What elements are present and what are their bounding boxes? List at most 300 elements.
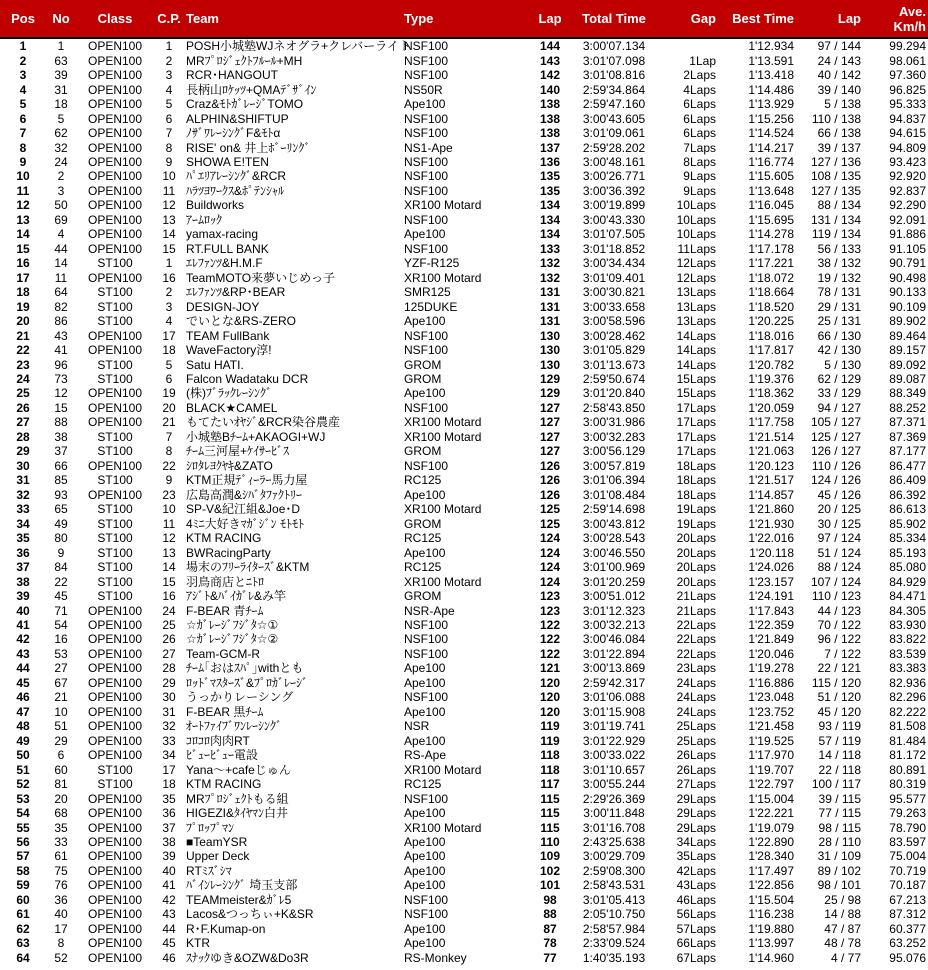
cell-average-speed: 70.719 [889,863,926,878]
table-row [0,155,928,169]
cell-team: DESIGN-JOY [186,299,260,314]
cell-lap: 122 [539,632,561,647]
table-row [0,97,928,111]
cell-total-time: 3:01'09.061 [582,126,646,141]
cell-type: NS50R [404,82,443,97]
cell-cp: 34 [162,748,176,763]
cell-team: SP-V&紀江組&Joe･D [186,502,301,517]
cell-cp: 46 [162,950,176,965]
cell-class: OPEN100 [87,154,143,169]
cell-team: ﾁｰﾑ三河屋+ｹｲｻｰﾋﾞｽ [186,444,290,459]
cell-average-speed: 84.305 [889,603,926,618]
cell-no: 50 [54,198,68,213]
cell-cp: 13 [162,212,176,227]
cell-best-lap: 39 / 140 [817,82,861,97]
cell-lap: 129 [539,372,561,387]
cell-average-speed: 91.886 [889,227,926,242]
cell-best-lap: 119 / 134 [811,227,861,242]
cell-class: ST100 [97,516,133,531]
table-row [0,372,928,386]
cell-class: OPEN100 [87,661,143,676]
cell-total-time: 3:01'13.673 [582,357,646,372]
cell-gap: 6Laps [683,111,716,126]
cell-team: Satu HATI. [186,357,244,372]
cell-lap: 127 [539,429,561,444]
cell-total-time: 3:01'08.484 [582,487,646,502]
cell-total-time: 2:59'28.202 [582,140,646,155]
cell-type: XR100 Motard [404,429,482,444]
cell-gap: 9Laps [683,183,716,198]
cell-gap: 66Laps [676,936,716,951]
cell-average-speed: 89.092 [889,357,926,372]
cell-team: POSH小城塾WJネオグラ+クレバーライト [186,39,411,54]
cell-pos: 37 [16,560,30,575]
cell-type: Ape100 [404,661,446,676]
cell-gap: 20Laps [676,531,716,546]
cell-team: Falcon Wadataku DCR [186,372,309,387]
cell-no: 51 [54,719,68,734]
cell-average-speed: 92.837 [889,183,926,198]
table-row [0,473,928,487]
cell-total-time: 3:01'22.929 [582,733,646,748]
cell-average-speed: 86.392 [889,487,926,502]
cell-cp: 40 [162,863,176,878]
cell-team: SHOWA E!TEN [186,154,269,169]
cell-best-lap: 44 / 123 [817,603,861,618]
cell-type: Ape100 [404,863,446,878]
cell-best-lap: 48 / 78 [824,936,861,951]
cell-type: SMR125 [404,285,451,300]
cell-class: OPEN100 [87,270,143,285]
cell-best-time: 1'21.930 [748,516,794,531]
cell-best-time: 1'13.648 [748,183,794,198]
cell-average-speed: 94.837 [889,111,926,126]
cell-cp: 30 [162,690,176,705]
results-body [0,38,928,965]
cell-best-lap: 126 / 127 [810,444,861,459]
cell-cp: 16 [162,589,176,604]
cell-total-time: 3:01'16.708 [582,820,646,835]
cell-pos: 46 [16,690,30,705]
cell-type: Ape100 [404,545,446,560]
cell-average-speed: 91.105 [889,241,926,256]
cell-team: ﾛｯﾄﾞﾏｽﾀｰｽﾞ&ﾌﾟﾛｶﾞﾚｰｼﾞ [186,675,309,690]
cell-pos: 36 [16,545,30,560]
cell-no: 20 [54,791,68,806]
cell-best-time: 1'23.752 [748,704,794,719]
cell-no: 93 [54,487,68,502]
cell-total-time: 2:58'57.984 [582,921,646,936]
cell-no: 24 [54,154,68,169]
cell-gap: 10Laps [676,227,716,242]
cell-lap: 131 [539,299,561,314]
cell-gap: 22Laps [676,646,716,661]
cell-best-lap: 110 / 138 [811,111,861,126]
cell-lap: 125 [539,516,561,531]
table-row [0,401,928,415]
table-row [0,242,928,256]
cell-gap: 34Laps [676,835,716,850]
cell-best-time: 1'14.217 [748,140,794,155]
cell-best-time: 1'13.591 [748,53,794,68]
cell-team: ☆ｶﾞﾚｰｼﾞﾌｼﾞﾀ☆② [186,632,279,647]
cell-cp: 22 [162,458,176,473]
cell-type: GROM [404,589,442,604]
cell-best-time: 1'20.123 [748,458,794,473]
cell-total-time: 3:01'19.741 [582,719,646,734]
cell-cp: 11 [162,183,176,198]
cell-total-time: 3:00'07.134 [582,39,646,54]
cell-class: OPEN100 [87,733,143,748]
cell-cp: 45 [162,936,176,951]
cell-type: GROM [404,516,442,531]
cell-average-speed: 87.371 [889,415,926,430]
cell-best-lap: 42 / 130 [817,343,861,358]
cell-no: 29 [54,733,68,748]
cell-class: OPEN100 [87,140,143,155]
cell-pos: 2 [19,53,27,68]
cell-pos: 1 [19,39,27,54]
table-row [0,38,928,53]
cell-best-time: 1'19.376 [748,372,794,387]
cell-total-time: 2:29'26.369 [582,791,646,806]
cell-best-time: 1'22.221 [748,806,794,821]
cell-lap: 117 [540,777,560,792]
cell-pos: 12 [16,198,30,213]
cell-total-time: 3:00'48.161 [582,154,646,169]
cell-no: 75 [54,863,68,878]
cell-average-speed: 90.109 [889,299,926,314]
table-row [0,574,928,588]
cell-average-speed: 87.369 [889,429,926,444]
cell-class: ST100 [97,574,133,589]
cell-gap: 15Laps [676,372,716,387]
cell-lap: 140 [539,82,561,97]
cell-cp: 12 [162,531,176,546]
cell-average-speed: 75.004 [889,849,926,864]
cell-best-lap: 66 / 130 [817,328,861,343]
cell-lap: 115 [540,791,560,806]
cell-no: 63 [54,53,68,68]
cell-team: 小城塾Bﾁｰﾑ+AKAOGI+WJ [186,429,326,444]
cell-class: OPEN100 [87,68,143,83]
cell-team: ☆ｶﾞﾚｰｼﾞﾌｼﾞﾀ☆① [186,617,279,632]
cell-gap: 20Laps [676,574,716,589]
cell-best-time: 1'12.934 [748,39,794,54]
cell-best-time: 1'18.072 [748,270,794,285]
cell-team: ALPHIN&SHIFTUP [186,111,289,126]
cell-pos: 11 [16,183,30,198]
cell-average-speed: 95.076 [889,950,926,965]
cell-average-speed: 85.334 [889,531,926,546]
cell-best-time: 1'19.079 [748,820,794,835]
cell-lap: 115 [540,820,560,835]
cell-cp: 14 [162,227,176,242]
cell-average-speed: 86.409 [889,473,926,488]
cell-class: ST100 [97,777,133,792]
cell-no: 16 [54,632,68,647]
cell-average-speed: 98.061 [889,53,926,68]
cell-total-time: 3:00'33.022 [582,748,646,763]
cell-class: OPEN100 [87,632,143,647]
cell-team: RT.FULL BANK [186,241,269,256]
cell-total-time: 3:00'46.084 [582,632,646,647]
cell-no: 52 [54,950,68,965]
cell-pos: 41 [16,617,30,632]
cell-gap: 26Laps [676,748,716,763]
cell-average-speed: 99.294 [889,39,926,54]
cell-team: yamax-racing [186,227,259,242]
cell-best-lap: 93 / 119 [818,719,861,734]
cell-pos: 52 [16,777,30,792]
cell-team: F-BEAR 黒ﾁｰﾑ [186,704,264,719]
cell-no: 9 [57,545,65,560]
cell-lap: 123 [539,603,561,618]
cell-pos: 43 [16,646,30,661]
cell-best-time: 1'15.695 [748,212,794,227]
table-row [0,951,928,965]
cell-average-speed: 82.222 [889,704,926,719]
cell-best-lap: 97 / 124 [817,531,861,546]
cell-best-time: 1'14.524 [748,126,794,141]
cell-gap: 18Laps [676,473,716,488]
cell-type: NSF100 [404,892,449,907]
cell-total-time: 3:00'28.543 [582,531,646,546]
table-row [0,734,928,748]
table-row [0,864,928,878]
cell-best-time: 1'13.929 [748,97,794,112]
cell-gap: 25Laps [676,719,716,734]
cell-cp: 32 [162,719,176,734]
cell-team: もてたいｵﾔｼﾞ&RCR染谷農産 [186,415,341,430]
cell-gap: 12Laps [676,270,716,285]
cell-best-lap: 88 / 134 [817,198,861,213]
cell-gap: 6Laps [683,126,716,141]
cell-type: NS1-Ape [404,140,453,155]
cell-gap: 24Laps [676,675,716,690]
cell-pos: 27 [16,415,30,430]
cell-gap: 2Laps [683,68,716,83]
cell-no: 8 [57,936,65,951]
cell-class: ST100 [97,560,133,575]
cell-best-time: 1'14.486 [748,82,794,97]
cell-lap: 132 [539,270,561,285]
cell-cp: 20 [162,400,176,415]
cell-average-speed: 97.360 [889,68,926,83]
cell-class: OPEN100 [87,169,143,184]
cell-pos: 35 [16,531,30,546]
cell-cp: 24 [162,603,176,618]
cell-best-time: 1'23.048 [748,690,794,705]
cell-gap: 57Laps [676,921,716,936]
cell-best-time: 1'17.843 [748,603,794,618]
table-row [0,705,928,719]
table-row [0,661,928,675]
cell-pos: 44 [16,661,30,676]
cell-cp: 44 [162,921,176,936]
cell-cp: 7 [165,429,173,444]
cell-team: ｱｼﾞﾄ&ﾊﾞｲｶﾞﾚ&み竿 [186,589,287,604]
cell-average-speed: 67.213 [889,892,926,907]
cell-total-time: 3:00'36.392 [582,183,646,198]
cell-best-lap: 30 / 125 [817,516,861,531]
cell-average-speed: 86.477 [889,458,926,473]
cell-total-time: 2:43'25.638 [582,835,646,850]
table-row [0,299,928,313]
cell-type: NSF100 [404,328,449,343]
cell-type: RC125 [404,531,442,546]
cell-total-time: 3:00'31.986 [582,415,646,430]
header-ave-label: Ave. [899,3,926,19]
cell-total-time: 3:00'51.012 [582,589,646,604]
cell-class: OPEN100 [87,849,143,864]
cell-average-speed: 95.577 [889,791,926,806]
cell-best-time: 1'17.178 [748,241,794,256]
cell-best-lap: 127 / 135 [810,183,861,198]
cell-best-time: 1'24.026 [748,560,794,575]
cell-class: OPEN100 [87,39,143,54]
cell-pos: 9 [19,154,27,169]
cell-average-speed: 96.825 [889,82,926,97]
cell-total-time: 1:40'35.193 [582,950,646,965]
cell-team: ﾊﾞｲﾝﾚｰｼﾝｸﾞ 埼玉支部 [186,878,298,893]
table-row [0,328,928,342]
table-row [0,878,928,892]
cell-lap: 129 [539,386,561,401]
cell-gap: 20Laps [676,560,716,575]
cell-best-lap: 70 / 122 [817,617,861,632]
cell-average-speed: 92.091 [889,212,926,227]
cell-no: 69 [54,212,68,227]
cell-best-lap: 97 / 144 [817,39,861,54]
cell-average-speed: 80.319 [889,777,926,792]
cell-pos: 63 [16,936,30,951]
table-row [0,545,928,559]
cell-lap: 130 [539,343,561,358]
cell-average-speed: 88.252 [889,400,926,415]
cell-team: (株)ﾌﾞﾗｯｸﾚｰｼﾝｸﾞ [186,386,272,401]
cell-cp: 28 [162,661,176,676]
cell-best-lap: 51 / 120 [817,690,861,705]
cell-team: KTM RACING [186,531,262,546]
cell-class: OPEN100 [87,241,143,256]
cell-class: ST100 [97,473,133,488]
cell-class: OPEN100 [87,719,143,734]
cell-total-time: 3:00'58.596 [582,314,646,329]
cell-type: XR100 Motard [404,502,482,517]
cell-average-speed: 79.263 [889,806,926,821]
cell-best-lap: 5 / 130 [824,357,861,372]
cell-pos: 18 [16,285,30,300]
table-row [0,835,928,849]
cell-type: NSF100 [404,39,449,54]
table-row [0,459,928,473]
cell-no: 65 [54,502,68,517]
cell-team: 長柄山ﾛｹｯﾂ+QMAﾃﾞｻﾞｲﾝ [186,82,317,97]
cell-lap: 125 [539,502,561,517]
cell-total-time: 2:59'14.698 [582,502,646,517]
cell-team: TEAMmeister&ｶﾞﾚ5 [186,892,292,907]
cell-gap: 14Laps [676,328,716,343]
cell-class: OPEN100 [87,617,143,632]
cell-average-speed: 90.133 [889,285,926,300]
cell-team: ﾊﾟｴﾘｱﾚｰｼﾝｸﾞ&RCR [186,169,287,184]
header-type: Type [402,0,530,38]
cell-type: XR100 Motard [404,198,482,213]
cell-total-time: 3:01'05.413 [582,892,646,907]
cell-best-lap: 45 / 120 [817,704,861,719]
cell-team: ﾊﾗﾂﾖﾜｰｸｽ&ﾎﾟﾃﾝｼｬﾙ [186,183,285,198]
cell-no: 17 [54,921,68,936]
cell-gap: 29Laps [676,791,716,806]
cell-best-time: 1'22.016 [748,531,794,546]
cell-class: ST100 [97,357,133,372]
cell-class: ST100 [97,545,133,560]
cell-class: OPEN100 [87,386,143,401]
cell-type: Ape100 [404,227,446,242]
cell-type: NSF100 [404,632,449,647]
cell-cp: 27 [162,646,176,661]
cell-pos: 32 [16,487,30,502]
cell-best-time: 1'13.418 [748,68,794,83]
cell-average-speed: 90.791 [889,256,926,271]
cell-lap: 118 [540,748,560,763]
cell-no: 68 [54,806,68,821]
table-row [0,415,928,429]
cell-cp: 10 [162,169,176,184]
cell-best-lap: 98 / 101 [817,878,861,893]
cell-total-time: 3:00'33.658 [582,299,646,314]
cell-gap: 24Laps [676,704,716,719]
cell-total-time: 3:00'46.550 [582,545,646,560]
cell-lap: 88 [543,907,557,922]
cell-lap: 143 [539,53,561,68]
cell-best-time: 1'15.256 [748,111,794,126]
table-row [0,762,928,776]
cell-total-time: 3:01'05.829 [582,343,646,358]
cell-type: XR100 Motard [404,415,482,430]
cell-average-speed: 83.597 [889,835,926,850]
cell-best-time: 1'15.605 [748,169,794,184]
cell-best-time: 1'24.191 [748,589,794,604]
cell-type: 125DUKE [404,299,458,314]
cell-cp: 9 [165,154,173,169]
cell-no: 22 [54,574,68,589]
cell-cp: 18 [162,777,176,792]
table-row [0,343,928,357]
cell-total-time: 2:58'43.531 [582,878,646,893]
cell-best-lap: 88 / 124 [817,560,861,575]
table-row [0,285,928,299]
cell-no: 15 [54,400,68,415]
cell-lap: 87 [543,921,557,936]
cell-gap [658,38,718,53]
cell-type: NSF100 [404,183,449,198]
cell-average-speed: 89.902 [889,314,926,329]
cell-no: 45 [54,589,68,604]
cell-best-lap: 33 / 129 [817,386,861,401]
cell-gap: 13Laps [676,299,716,314]
cell-best-time: 1'22.890 [748,835,794,850]
cell-total-time: 2:58'43.850 [582,400,646,415]
cell-gap: 10Laps [676,212,716,227]
table-row [0,936,928,950]
cell-type: GROM [404,357,442,372]
table-row [0,791,928,805]
cell-average-speed: 81.508 [889,719,926,734]
cell-lap: 131 [539,285,561,300]
cell-no: 31 [54,82,68,97]
